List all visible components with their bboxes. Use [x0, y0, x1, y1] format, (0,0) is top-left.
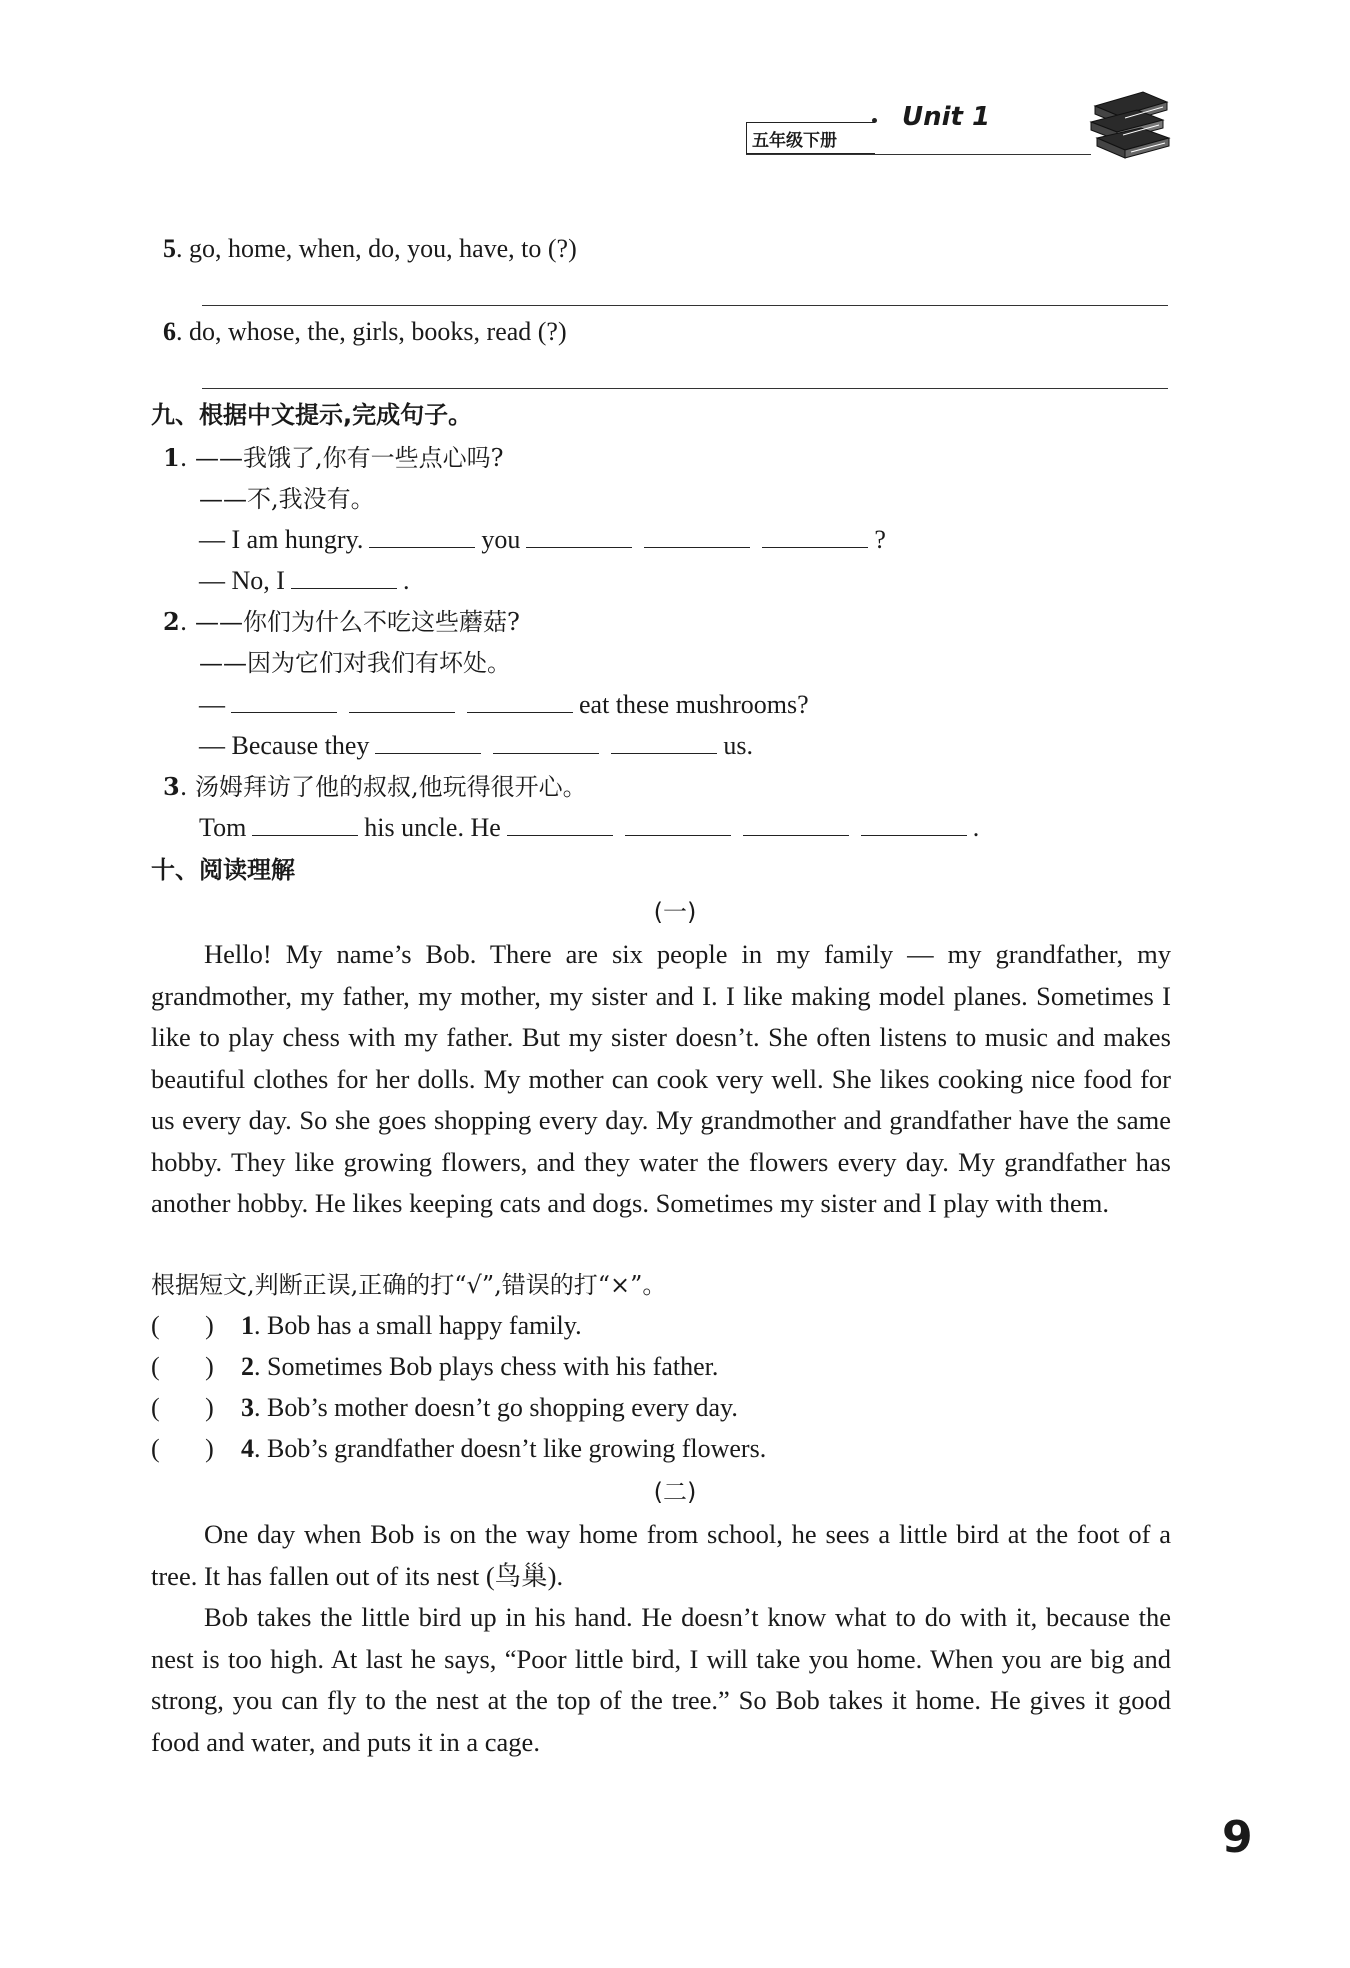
- item-2-cn-question: [163, 605, 520, 639]
- item-1-en-line-1: [199, 523, 886, 557]
- part-2-title: (二): [653, 1478, 697, 1506]
- answer-parentheses[interactable]: ( ): [151, 1352, 214, 1381]
- question-number: 1: [241, 1311, 254, 1340]
- tf-question-1: [151, 1309, 582, 1343]
- tf-question-3: [151, 1391, 738, 1425]
- header-rule: [746, 154, 1091, 155]
- item-2-cn-answer: ——因为它们对我们有坏处。: [199, 649, 511, 677]
- answer-blank[interactable]: [252, 813, 358, 836]
- sentence-text: — No, I: [199, 566, 285, 595]
- sentence-text: — I am hungry.: [199, 525, 364, 554]
- grade-box: [746, 122, 875, 154]
- answer-blank[interactable]: [861, 813, 967, 836]
- question-text: . do, whose, the, girls, books, read (?): [176, 317, 567, 346]
- item-number: 2: [163, 607, 180, 636]
- question-number: 6: [163, 317, 176, 346]
- answer-blank[interactable]: [349, 690, 455, 713]
- question-number: 3: [241, 1393, 254, 1422]
- question-number: 4: [241, 1434, 254, 1463]
- question-number: 2: [241, 1352, 254, 1381]
- chinese-prompt: . ——我饿了,你有一些点心吗?: [179, 444, 504, 472]
- question-6: [163, 315, 567, 349]
- sentence-text: — Because they: [199, 731, 370, 760]
- header-dot: [872, 118, 877, 123]
- answer-blank[interactable]: [291, 566, 397, 589]
- sentence-text: Tom: [199, 813, 247, 842]
- books-icon: [1085, 88, 1175, 160]
- tf-question-2: [151, 1350, 718, 1384]
- question-text: . Bob’s mother doesn’t go shopping every day.: [254, 1393, 738, 1422]
- part-1-title: (一): [653, 898, 697, 926]
- passage-2-paragraph-1: One day when Bob is on the way home from school, he sees a little bird at the foot of a tree. It has fallen out of its nest (鸟巢).: [151, 1519, 1171, 1591]
- answer-line[interactable]: [202, 388, 1168, 389]
- answer-blank[interactable]: [762, 525, 868, 548]
- answer-parentheses[interactable]: ( ): [151, 1393, 214, 1422]
- answer-parentheses[interactable]: ( ): [151, 1434, 214, 1463]
- item-number: 3: [163, 772, 180, 801]
- grade-label: 五年级下册: [752, 131, 837, 151]
- answer-blank[interactable]: [375, 731, 481, 754]
- question-5: [163, 232, 577, 266]
- tf-question-4: [151, 1432, 766, 1466]
- sentence-text: his uncle. He: [364, 813, 501, 842]
- answer-blank[interactable]: [743, 813, 849, 836]
- page-number: 9: [1222, 1812, 1253, 1863]
- question-text: . go, home, when, do, you, have, to (?): [176, 234, 577, 263]
- item-2-en-line-1: [199, 688, 809, 722]
- answer-blank[interactable]: [625, 813, 731, 836]
- question-text: . Bob has a small happy family.: [254, 1311, 582, 1340]
- sentence-text: .: [972, 813, 980, 842]
- sentence-text: eat these mushrooms?: [579, 690, 809, 719]
- true-false-instruction: 根据短文,判断正误,正确的打“√”,错误的打“×”。: [151, 1271, 667, 1299]
- answer-blank[interactable]: [467, 690, 573, 713]
- answer-blank[interactable]: [369, 525, 475, 548]
- section-9-title: 九、根据中文提示,完成句子。: [151, 401, 473, 429]
- sentence-text: .: [402, 566, 410, 595]
- section-10-title: 十、阅读理解: [151, 856, 295, 884]
- passage-2-paragraph-2: Bob takes the little bird up in his hand. He doesn’t know what to do with it, because the nest is too high. At last he says, “Poor little bird, I will take you home. When you are big and strong, you can fly to the nest at the top of the tree.” So Bob takes it home. He gives it good food and water, and puts it in a cage.: [151, 1602, 1171, 1757]
- answer-line[interactable]: [202, 305, 1168, 306]
- sentence-text: ?: [874, 525, 886, 554]
- item-1-cn-answer: ——不,我没有。: [199, 485, 375, 513]
- item-1-cn-question: [163, 441, 503, 475]
- answer-blank[interactable]: [493, 731, 599, 754]
- answer-blank[interactable]: [644, 525, 750, 548]
- chinese-prompt: . 汤姆拜访了他的叔叔,他玩得很开心。: [179, 773, 587, 801]
- answer-blank[interactable]: [526, 525, 632, 548]
- item-2-en-line-2: [199, 729, 753, 763]
- answer-blank[interactable]: [231, 690, 337, 713]
- item-number: 1: [163, 443, 180, 472]
- chinese-prompt: . ——你们为什么不吃这些蘑菇?: [179, 608, 520, 636]
- answer-blank[interactable]: [507, 813, 613, 836]
- item-1-en-line-2: [199, 564, 409, 598]
- answer-parentheses[interactable]: ( ): [151, 1311, 214, 1340]
- sentence-text: you: [481, 525, 521, 554]
- question-text: . Bob’s grandfather doesn’t like growing flowers.: [254, 1434, 767, 1463]
- sentence-text: us.: [723, 731, 754, 760]
- item-3-en-line-1: [199, 811, 979, 845]
- passage-1: Hello! My name’s Bob. There are six people in my family — my grandfather, my grandmother, my father, my mother, my sister and I. I like making model planes. Sometimes I like to play chess with my father. But my sister doesn’t. She often listens to music and makes beautiful clothes for her dolls. My mother can cook very well. She likes cooking nice food for us every day. So she goes shopping every day. My grandmother and grandfather have the same hobby. They like growing flowers, and they water the flowers every day. My grandfather has another hobby. He likes keeping cats and dogs. Sometimes my sister and I play with them.: [151, 939, 1171, 1218]
- unit-label: Unit 1: [902, 102, 991, 132]
- sentence-text: —: [199, 690, 225, 719]
- question-number: 5: [163, 234, 176, 263]
- item-3-cn-question: [163, 770, 587, 804]
- answer-blank[interactable]: [611, 731, 717, 754]
- question-text: . Sometimes Bob plays chess with his father.: [254, 1352, 719, 1381]
